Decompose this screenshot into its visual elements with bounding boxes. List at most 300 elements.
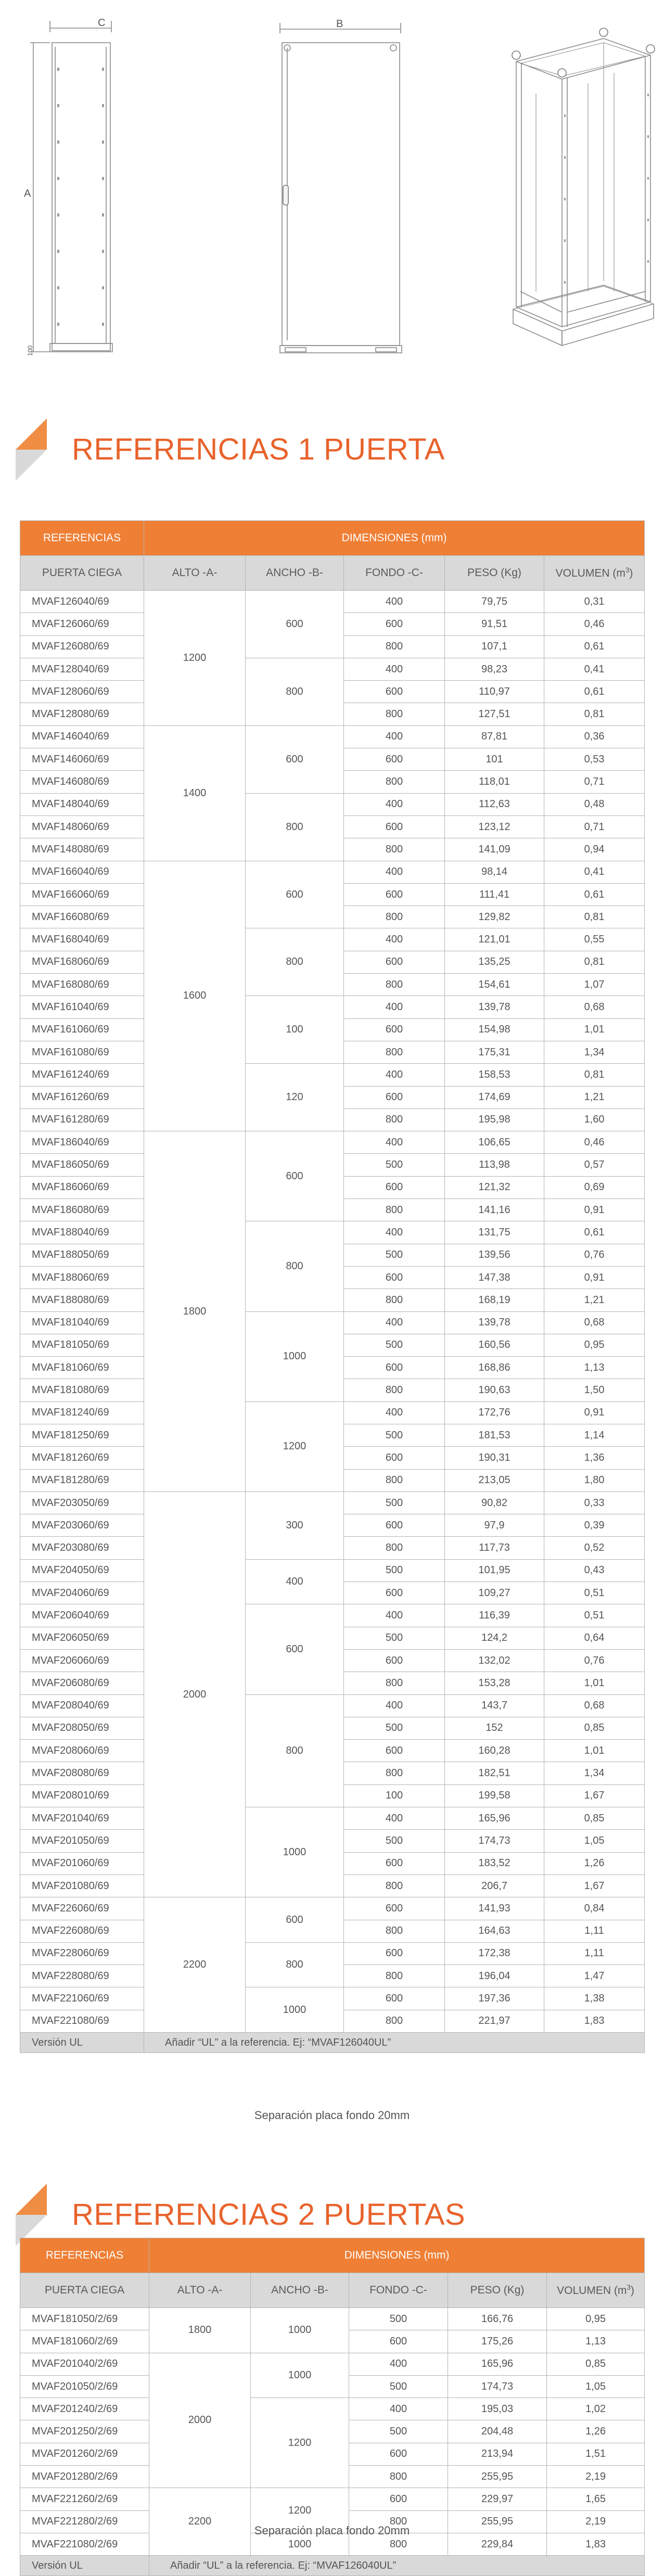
table-row [20, 1604, 645, 1627]
ancho-value: 600 [246, 861, 344, 928]
reference-code: MVAF201040/69 [20, 1807, 144, 1830]
header-dimensions: DIMENSIONES (mm) [144, 521, 645, 556]
fondo-value: 500 [344, 1334, 445, 1356]
alto-value: 1400 [144, 725, 246, 861]
volumen-value: 1,11 [544, 1920, 645, 1942]
dim-label-b: B [336, 18, 343, 30]
reference-code: MVAF161060/69 [20, 1018, 144, 1041]
col-header-volumen [547, 2273, 645, 2308]
section-header-1-door [16, 418, 650, 481]
grey-triangle-icon [16, 450, 47, 481]
peso-value: 121,32 [445, 1176, 544, 1198]
peso-value: 139,56 [445, 1244, 544, 1266]
ancho-value: 1000 [246, 1987, 344, 2033]
peso-value: 190,63 [445, 1379, 544, 1401]
fondo-value: 600 [344, 883, 445, 906]
volumen-value: 1,80 [544, 1469, 645, 1491]
footnote-separacion: Separación placa fondo 20mm [254, 2524, 410, 2537]
table-row [20, 1491, 645, 1514]
volumen-value: 1,34 [544, 1762, 645, 1784]
fondo-value: 500 [344, 1491, 445, 1514]
fondo-value: 500 [344, 1559, 445, 1582]
alto-value: 1800 [149, 2308, 251, 2353]
fondo-value: 400 [349, 2398, 448, 2420]
reference-code: MVAF228060/69 [20, 1942, 144, 1965]
col-header-puerta-ciega: PUERTA CIEGA [20, 556, 144, 591]
fondo-value: 400 [344, 1694, 445, 1717]
reference-code: MVAF208080/69 [20, 1762, 144, 1784]
peso-value: 113,98 [445, 1154, 544, 1176]
fondo-value: 800 [349, 2510, 448, 2533]
fondo-value: 400 [344, 1131, 445, 1154]
reference-code: MVAF166080/69 [20, 906, 144, 928]
fondo-value: 600 [344, 1987, 445, 2010]
table-row [20, 658, 645, 680]
volumen-value: 0,76 [544, 1649, 645, 1672]
reference-code: MVAF166040/69 [20, 861, 144, 883]
reference-code: MVAF146060/69 [20, 748, 144, 771]
table-row [20, 1807, 645, 1830]
dim-label-c: C [98, 17, 106, 29]
volumen-value: 0,91 [544, 1266, 645, 1289]
reference-code: MVAF128080/69 [20, 703, 144, 725]
peso-value: 153,28 [445, 1672, 544, 1694]
volumen-value: 0,81 [544, 1064, 645, 1086]
reference-code: MVAF148080/69 [20, 838, 144, 861]
peso-value: 197,36 [445, 1987, 544, 2010]
fondo-value: 500 [349, 2420, 448, 2443]
orange-triangle-icon [16, 2184, 47, 2215]
reference-code: MVAF186050/69 [20, 1154, 144, 1176]
ancho-value: 800 [246, 658, 344, 725]
volumen-value: 0,81 [544, 906, 645, 928]
section-header-2-doors [16, 2184, 650, 2246]
volumen-value: 0,33 [544, 1491, 645, 1514]
reference-code: MVAF203080/69 [20, 1537, 144, 1559]
peso-value: 101,95 [445, 1559, 544, 1582]
reference-code: MVAF204050/69 [20, 1559, 144, 1582]
volumen-value: 0,95 [547, 2308, 645, 2330]
peso-value: 221,97 [445, 2010, 544, 2032]
fondo-value: 400 [344, 1604, 445, 1627]
volumen-value: 0,31 [544, 591, 645, 613]
reference-code: MVAF221260/2/69 [20, 2488, 149, 2510]
reference-code: MVAF181050/2/69 [20, 2308, 149, 2330]
ancho-value: 800 [246, 1221, 344, 1311]
reference-code: MVAF161080/69 [20, 1041, 144, 1063]
reference-code: MVAF168080/69 [20, 974, 144, 996]
volumen-value: 1,13 [544, 1357, 645, 1379]
fondo-value: 800 [344, 635, 445, 658]
volumen-value: 1,26 [544, 1852, 645, 1874]
peso-value: 107,1 [445, 635, 544, 658]
alto-value: 1800 [144, 1131, 246, 1492]
reference-code: MVAF206080/69 [20, 1672, 144, 1694]
cabinet-drawings [0, 0, 664, 375]
col-header-volumen [544, 556, 645, 591]
ancho-value: 800 [246, 1942, 344, 1987]
fondo-value: 400 [344, 725, 445, 748]
peso-value: 79,75 [445, 591, 544, 613]
peso-value: 139,78 [445, 1311, 544, 1334]
alto-value: 2200 [144, 1897, 246, 2033]
fondo-value: 600 [344, 1018, 445, 1041]
volumen-value: 0,53 [544, 748, 645, 771]
peso-value: 147,38 [445, 1266, 544, 1289]
volumen-value: 0,61 [544, 883, 645, 906]
fondo-value: 600 [344, 1740, 445, 1762]
table-header-row [20, 521, 645, 556]
fondo-value: 600 [344, 815, 445, 838]
reference-code: MVAF221280/2/69 [20, 2510, 149, 2533]
peso-value: 98,23 [445, 658, 544, 680]
table-body [20, 591, 645, 2033]
fondo-value: 400 [349, 2353, 448, 2375]
ul-version-label: Versión UL [20, 2033, 144, 2053]
reference-code: MVAF201240/2/69 [20, 2398, 149, 2420]
reference-code: MVAF206060/69 [20, 1649, 144, 1672]
volumen-value: 1,47 [544, 1965, 645, 1987]
fondo-value: 600 [344, 1447, 445, 1469]
volumen-value: 0,48 [544, 793, 645, 815]
reference-code: MVAF201050/2/69 [20, 2375, 149, 2398]
volumen-value: 0,81 [544, 703, 645, 725]
fondo-value: 600 [344, 1582, 445, 1604]
fondo-value: 600 [344, 681, 445, 703]
peso-value: 174,69 [445, 1086, 544, 1108]
reference-code: MVAF148040/69 [20, 793, 144, 815]
peso-value: 90,82 [445, 1491, 544, 1514]
volumen-value: 1,21 [544, 1086, 645, 1108]
reference-code: MVAF226080/69 [20, 1920, 144, 1942]
ancho-value: 1200 [251, 2488, 349, 2533]
reference-code: MVAF204060/69 [20, 1582, 144, 1604]
reference-code: MVAF181060/2/69 [20, 2330, 149, 2353]
peso-value: 127,51 [445, 703, 544, 725]
volumen-close: ) [629, 567, 633, 579]
volumen-value: 1,50 [544, 1379, 645, 1401]
volumen-value: 0,51 [544, 1582, 645, 1604]
section-title: REFERENCIAS 1 PUERTA [72, 432, 445, 466]
peso-value: 141,09 [445, 838, 544, 861]
peso-value: 195,03 [448, 2398, 547, 2420]
reference-code: MVAF168040/69 [20, 928, 144, 951]
fondo-value: 600 [349, 2330, 448, 2353]
peso-value: 141,16 [445, 1199, 544, 1221]
peso-value: 172,76 [445, 1401, 544, 1424]
volumen-value: 0,84 [544, 1897, 645, 1920]
peso-value: 175,26 [448, 2330, 547, 2353]
peso-value: 174,73 [448, 2375, 547, 2398]
ancho-value: 1000 [251, 2308, 349, 2353]
table-row [20, 1694, 645, 1717]
fondo-value: 800 [344, 1199, 445, 1221]
volumen-value: 1,21 [544, 1289, 645, 1311]
volumen-value: 1,83 [544, 2010, 645, 2032]
reference-code: MVAF188050/69 [20, 1244, 144, 1266]
reference-code: MVAF181060/69 [20, 1357, 144, 1379]
fondo-value: 800 [344, 906, 445, 928]
table-row [20, 793, 645, 815]
volumen-value: 1,01 [544, 1740, 645, 1762]
fondo-value: 800 [344, 1469, 445, 1491]
volumen-value: 1,11 [544, 1942, 645, 1965]
fondo-value: 600 [344, 1357, 445, 1379]
col-header-fondo: FONDO -C- [349, 2273, 448, 2308]
fondo-value: 600 [344, 1942, 445, 1965]
fondo-value: 800 [344, 1874, 445, 1897]
reference-code: MVAF186040/69 [20, 1131, 144, 1154]
ancho-value: 600 [246, 1897, 344, 1943]
fondo-value: 500 [349, 2375, 448, 2398]
fondo-value: 800 [344, 1762, 445, 1784]
ancho-value: 1200 [251, 2398, 349, 2488]
volumen-value: 0,64 [544, 1627, 645, 1649]
volumen-value: 1,67 [544, 1874, 645, 1897]
peso-value: 111,41 [445, 883, 544, 906]
fondo-value: 100 [344, 1784, 445, 1807]
peso-value: 213,94 [448, 2443, 547, 2465]
fondo-value: 500 [344, 1717, 445, 1739]
alto-value: 2200 [149, 2488, 251, 2556]
fondo-value: 800 [344, 703, 445, 725]
fondo-value: 400 [344, 928, 445, 951]
peso-value: 129,82 [445, 906, 544, 928]
reference-code: MVAF128060/69 [20, 681, 144, 703]
volumen-value: 0,41 [544, 861, 645, 883]
peso-value: 255,95 [448, 2510, 547, 2533]
fondo-value: 500 [344, 1424, 445, 1446]
peso-value: 98,14 [445, 861, 544, 883]
header-dimensions: DIMENSIONES (mm) [149, 2238, 645, 2273]
fondo-value: 800 [349, 2533, 448, 2555]
reference-code: MVAF166060/69 [20, 883, 144, 906]
peso-value: 160,28 [445, 1740, 544, 1762]
reference-code: MVAF186080/69 [20, 1199, 144, 1221]
table-row [20, 1221, 645, 1244]
volumen-value: 0,52 [544, 1537, 645, 1559]
fondo-value: 800 [344, 1379, 445, 1401]
table-row [20, 1897, 645, 1920]
peso-value: 229,97 [448, 2488, 547, 2510]
table-row [20, 2488, 645, 2510]
table-body [20, 2308, 645, 2556]
table-row [20, 2308, 645, 2330]
volumen-value: 0,85 [547, 2353, 645, 2375]
volumen-value: 1,02 [547, 2398, 645, 2420]
table-row [20, 1131, 645, 1154]
volumen-value: 0,55 [544, 928, 645, 951]
volumen-value: 1,05 [544, 1830, 645, 1852]
isometric-frame-holes [564, 94, 649, 284]
peso-value: 175,31 [445, 1041, 544, 1063]
volumen-value: 0,51 [544, 1604, 645, 1627]
reference-code: MVAF208060/69 [20, 1740, 144, 1762]
peso-value: 139,78 [445, 996, 544, 1018]
fondo-value: 600 [344, 1897, 445, 1920]
table-row [20, 1064, 645, 1086]
ul-version-row [20, 2033, 645, 2053]
col-header-fondo: FONDO -C- [344, 556, 445, 591]
volumen-value: 0,68 [544, 996, 645, 1018]
reference-code: MVAF201060/69 [20, 1852, 144, 1874]
fondo-value: 800 [344, 974, 445, 996]
volumen-value: 1,26 [547, 2420, 645, 2443]
reference-code: MVAF181080/69 [20, 1379, 144, 1401]
fondo-value: 800 [344, 1965, 445, 1987]
peso-value: 172,38 [445, 1942, 544, 1965]
fondo-value: 800 [344, 1289, 445, 1311]
references-1-door-table [20, 520, 645, 2053]
ancho-value: 300 [246, 1491, 344, 1559]
volumen-value: 1,83 [547, 2533, 645, 2555]
reference-code: MVAF221080/69 [20, 2010, 144, 2032]
table-row [20, 725, 645, 748]
reference-code: MVAF126040/69 [20, 591, 144, 613]
reference-code: MVAF188040/69 [20, 1221, 144, 1244]
peso-value: 165,96 [445, 1807, 544, 1830]
fondo-value: 800 [344, 1672, 445, 1694]
peso-value: 124,2 [445, 1627, 544, 1649]
fondo-value: 600 [344, 613, 445, 635]
peso-value: 110,97 [445, 681, 544, 703]
table-header-row [20, 2238, 645, 2273]
table-row [20, 1401, 645, 1424]
fondo-value: 800 [344, 1041, 445, 1063]
front-view-drawing [280, 23, 402, 353]
peso-value: 229,84 [448, 2533, 547, 2555]
table-row [20, 1311, 645, 1334]
reference-code: MVAF201250/2/69 [20, 2420, 149, 2443]
ancho-value: 1000 [251, 2353, 349, 2398]
reference-code: MVAF188080/69 [20, 1289, 144, 1311]
peso-value: 112,63 [445, 793, 544, 815]
reference-code: MVAF201040/2/69 [20, 2353, 149, 2375]
table-row [20, 928, 645, 951]
table-row [20, 861, 645, 883]
peso-value: 118,01 [445, 771, 544, 793]
col-header-puerta-ciega: PUERTA CIEGA [20, 2273, 149, 2308]
peso-value: 106,65 [445, 1131, 544, 1154]
orange-triangle-icon [16, 418, 47, 450]
peso-value: 132,02 [445, 1649, 544, 1672]
volumen-value: 1,36 [544, 1447, 645, 1469]
peso-value: 195,98 [445, 1108, 544, 1131]
volumen-value: 2,19 [547, 2466, 645, 2488]
fondo-value: 400 [344, 861, 445, 883]
volumen-value: 1,67 [544, 1784, 645, 1807]
volumen-value: 0,68 [544, 1694, 645, 1717]
fondo-value: 400 [344, 996, 445, 1018]
volumen-value: 0,85 [544, 1807, 645, 1830]
fondo-value: 600 [344, 1852, 445, 1874]
volumen-value: 0,61 [544, 681, 645, 703]
header-references: REFERENCIAS [20, 2238, 149, 2273]
table-row [20, 2353, 645, 2375]
volumen-value: 1,14 [544, 1424, 645, 1446]
fondo-value: 600 [344, 1649, 445, 1672]
reference-code: MVAF146040/69 [20, 725, 144, 748]
peso-value: 174,73 [445, 1830, 544, 1852]
ancho-value: 600 [246, 1604, 344, 1694]
fondo-value: 500 [344, 1154, 445, 1176]
fondo-value: 800 [344, 1108, 445, 1131]
peso-value: 121,01 [445, 928, 544, 951]
peso-value: 123,12 [445, 815, 544, 838]
fondo-value: 500 [344, 1830, 445, 1852]
dim-label-a: A [24, 188, 31, 199]
reference-code: MVAF203060/69 [20, 1514, 144, 1537]
volumen-value: 0,61 [544, 1221, 645, 1244]
fondo-value: 600 [349, 2443, 448, 2465]
door-handle-icon [283, 185, 288, 205]
volumen-label: VOLUMEN (m [555, 567, 625, 579]
header-references: REFERENCIAS [20, 521, 144, 556]
ancho-value: 800 [246, 793, 344, 861]
peso-value: 204,48 [448, 2420, 547, 2443]
peso-value: 135,25 [445, 951, 544, 973]
ancho-value: 1000 [246, 1807, 344, 1897]
alto-value: 2000 [149, 2353, 251, 2488]
fondo-value: 400 [344, 1807, 445, 1830]
fondo-value: 600 [344, 748, 445, 771]
volumen-sup: 3 [625, 566, 630, 574]
volumen-value: 2,19 [547, 2510, 645, 2533]
volumen-value: 0,36 [544, 725, 645, 748]
reference-code: MVAF221080/2/69 [20, 2533, 149, 2555]
side-view-holes [57, 68, 104, 326]
volumen-value: 0,69 [544, 1176, 645, 1198]
peso-value: 117,73 [445, 1537, 544, 1559]
volumen-value: 0,91 [544, 1199, 645, 1221]
reference-code: MVAF161280/69 [20, 1108, 144, 1131]
peso-value: 160,56 [445, 1334, 544, 1356]
alto-value: 1200 [144, 591, 246, 726]
footnote-separacion: Separación placa fondo 20mm [254, 2109, 410, 2122]
table-row [20, 1942, 645, 1965]
peso-value: 154,98 [445, 1018, 544, 1041]
ancho-value: 1200 [246, 1401, 344, 1491]
reference-code: MVAF168060/69 [20, 951, 144, 973]
peso-value: 97,9 [445, 1514, 544, 1537]
volumen-value: 1,65 [547, 2488, 645, 2510]
volumen-value: 0,76 [544, 1244, 645, 1266]
reference-code: MVAF146080/69 [20, 771, 144, 793]
fondo-value: 400 [344, 1311, 445, 1334]
table-row [20, 591, 645, 613]
ancho-value: 600 [246, 725, 344, 793]
reference-code: MVAF208050/69 [20, 1717, 144, 1739]
reference-code: MVAF188060/69 [20, 1266, 144, 1289]
fondo-value: 600 [344, 1086, 445, 1108]
ancho-value: 600 [246, 1131, 344, 1221]
col-header-peso: PESO (Kg) [448, 2273, 547, 2308]
fondo-value: 500 [344, 1627, 445, 1649]
peso-value: 190,31 [445, 1447, 544, 1469]
col-header-peso: PESO (Kg) [445, 556, 544, 591]
volumen-value: 0,43 [544, 1559, 645, 1582]
volumen-value: 0,39 [544, 1514, 645, 1537]
reference-code: MVAF181040/69 [20, 1311, 144, 1334]
reference-code: MVAF148060/69 [20, 815, 144, 838]
dim-label-base: 100 [27, 345, 34, 356]
fondo-value: 600 [344, 951, 445, 973]
fondo-value: 600 [344, 1266, 445, 1289]
fondo-value: 400 [344, 658, 445, 680]
reference-code: MVAF181260/69 [20, 1447, 144, 1469]
reference-code: MVAF206050/69 [20, 1627, 144, 1649]
peso-value: 206,7 [445, 1874, 544, 1897]
